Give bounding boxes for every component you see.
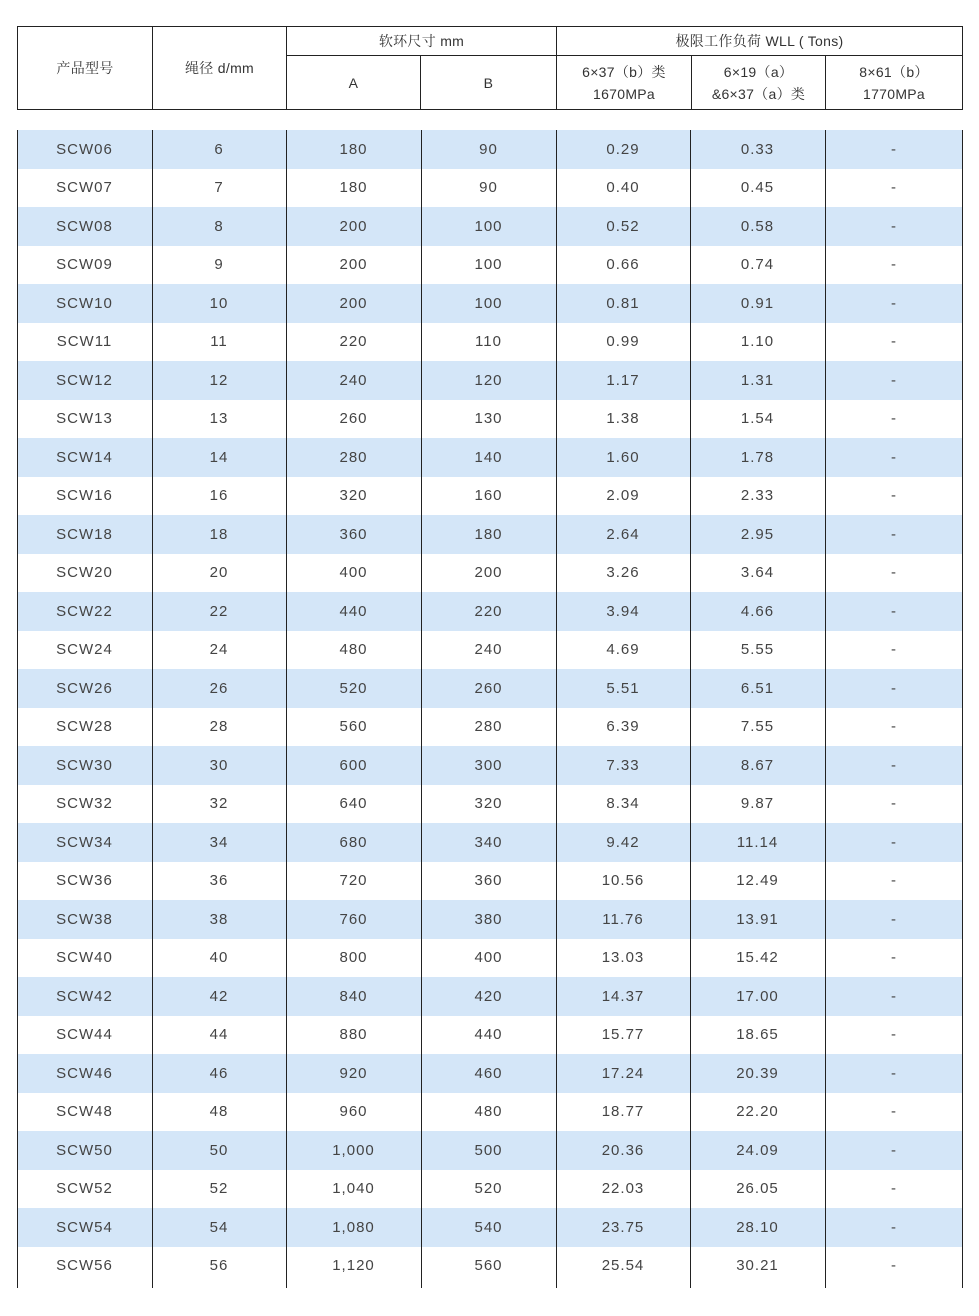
cell-8x61b: - (891, 718, 897, 736)
cell-6x37b: 8.34 (606, 795, 640, 813)
cell-6x19a: 13.91 (736, 910, 779, 928)
cell-8x61b: - (891, 1218, 897, 1236)
cell-6x37b: 5.51 (606, 679, 640, 697)
cell-b: 500 (474, 1141, 503, 1159)
cell-model: SCW36 (56, 872, 113, 890)
table-row (17, 785, 963, 824)
table-row (17, 1247, 963, 1286)
cell-rope-diameter: 13 (209, 410, 229, 428)
table-row (17, 592, 963, 631)
col-header-6x19a-line1: 6×19（a） (723, 64, 794, 80)
cell-model: SCW38 (56, 910, 113, 928)
cell-a: 480 (339, 641, 368, 659)
cell-6x37b: 9.42 (606, 833, 640, 851)
cell-a: 840 (339, 987, 368, 1005)
col-header-6x19a (692, 56, 825, 110)
cell-rope-diameter: 16 (209, 487, 229, 505)
cell-rope-diameter: 32 (209, 795, 229, 813)
cell-6x37b: 13.03 (601, 949, 645, 967)
cell-6x37b: 3.26 (606, 564, 640, 582)
cell-6x19a: 1.78 (740, 448, 775, 466)
cell-rope-diameter: 44 (209, 1026, 229, 1044)
cell-6x19a: 2.95 (740, 525, 775, 543)
cell-model: SCW10 (56, 294, 113, 312)
cell-8x61b: - (891, 833, 897, 851)
cell-model: SCW40 (56, 949, 113, 967)
cell-8x61b: - (891, 756, 897, 774)
cell-8x61b: - (891, 872, 897, 890)
cell-8x61b: - (891, 641, 897, 659)
cell-model: SCW50 (56, 1141, 113, 1159)
cell-model: SCW22 (56, 602, 113, 620)
table-row (17, 746, 963, 785)
cell-rope-diameter: 9 (214, 256, 224, 274)
cell-model: SCW07 (56, 179, 113, 197)
cell-a: 880 (339, 1026, 368, 1044)
cell-8x61b: - (891, 679, 897, 697)
cell-model: SCW30 (56, 756, 113, 774)
table-row (17, 554, 963, 593)
table-row (17, 323, 963, 362)
cell-b: 140 (474, 448, 503, 466)
cell-rope-diameter: 50 (209, 1141, 229, 1159)
cell-a: 920 (339, 1064, 368, 1082)
cell-rope-diameter: 56 (209, 1257, 229, 1275)
cell-model: SCW06 (56, 140, 113, 158)
cell-model: SCW14 (56, 448, 113, 466)
table-row (17, 207, 963, 246)
cell-6x37b: 22.03 (601, 1180, 645, 1198)
table-row (17, 284, 963, 323)
cell-6x37b: 15.77 (601, 1026, 645, 1044)
table-body (17, 130, 963, 1285)
cell-6x19a: 0.33 (740, 140, 775, 158)
body-border (825, 130, 826, 1288)
cell-b: 160 (474, 487, 503, 505)
cell-rope-diameter: 38 (209, 910, 229, 928)
cell-rope-diameter: 34 (209, 833, 229, 851)
cell-model: SCW12 (56, 371, 113, 389)
table-row (17, 1016, 963, 1055)
cell-a: 280 (339, 448, 368, 466)
cell-6x37b: 1.17 (606, 371, 640, 389)
cell-b: 360 (474, 872, 503, 890)
table-row (17, 477, 963, 516)
cell-rope-diameter: 42 (209, 987, 229, 1005)
cell-6x19a: 20.39 (736, 1064, 779, 1082)
cell-a: 1,000 (332, 1141, 375, 1159)
cell-model: SCW09 (56, 256, 113, 274)
cell-rope-diameter: 24 (209, 641, 229, 659)
cell-6x19a: 1.54 (740, 410, 775, 428)
body-border (690, 130, 691, 1288)
cell-model: SCW28 (56, 718, 113, 736)
cell-a: 640 (339, 795, 368, 813)
cell-rope-diameter: 10 (209, 294, 229, 312)
table-row (17, 977, 963, 1016)
cell-a: 520 (339, 679, 368, 697)
cell-8x61b: - (891, 256, 897, 274)
cell-6x19a: 5.55 (740, 641, 775, 659)
cell-b: 560 (474, 1257, 503, 1275)
cell-a: 200 (339, 294, 368, 312)
cell-8x61b: - (891, 448, 897, 466)
cell-a: 260 (339, 410, 368, 428)
cell-6x37b: 18.77 (601, 1103, 645, 1121)
cell-model: SCW42 (56, 987, 113, 1005)
cell-b: 480 (474, 1103, 503, 1121)
cell-8x61b: - (891, 294, 897, 312)
cell-8x61b: - (891, 525, 897, 543)
cell-b: 260 (474, 679, 503, 697)
table-row (17, 438, 963, 477)
cell-6x19a: 4.66 (740, 602, 775, 620)
cell-8x61b: - (891, 371, 897, 389)
cell-8x61b: - (891, 1141, 897, 1159)
cell-model: SCW18 (56, 525, 113, 543)
table-row (17, 169, 963, 208)
cell-b: 240 (474, 641, 503, 659)
cell-rope-diameter: 7 (214, 179, 224, 197)
cell-b: 300 (474, 756, 503, 774)
table-row (17, 939, 963, 978)
col-header-rope-diameter: 绳径 d/mm (185, 60, 254, 76)
cell-a: 200 (339, 256, 368, 274)
cell-rope-diameter: 12 (209, 371, 229, 389)
cell-a: 1,040 (332, 1180, 375, 1198)
col-header-6x37b (557, 56, 691, 110)
cell-b: 440 (474, 1026, 503, 1044)
cell-6x37b: 3.94 (606, 602, 640, 620)
cell-6x37b: 0.66 (606, 256, 640, 274)
cell-rope-diameter: 52 (209, 1180, 229, 1198)
table-row (17, 515, 963, 554)
cell-rope-diameter: 40 (209, 949, 229, 967)
cell-b: 340 (474, 833, 503, 851)
cell-b: 320 (474, 795, 503, 813)
cell-8x61b: - (891, 949, 897, 967)
cell-b: 90 (479, 179, 498, 197)
cell-model: SCW32 (56, 795, 113, 813)
table-row (17, 400, 963, 439)
cell-b: 220 (474, 602, 503, 620)
cell-8x61b: - (891, 602, 897, 620)
cell-6x37b: 0.40 (606, 179, 640, 197)
col-header-a: A (348, 75, 359, 91)
cell-model: SCW46 (56, 1064, 113, 1082)
cell-8x61b: - (891, 1180, 897, 1198)
cell-8x61b: - (891, 987, 897, 1005)
table-row (17, 669, 963, 708)
cell-b: 130 (474, 410, 503, 428)
cell-a: 180 (339, 140, 368, 158)
cell-model: SCW16 (56, 487, 113, 505)
cell-6x37b: 14.37 (601, 987, 645, 1005)
cell-6x19a: 30.21 (736, 1257, 779, 1275)
cell-model: SCW44 (56, 1026, 113, 1044)
cell-6x19a: 22.20 (736, 1103, 779, 1121)
cell-6x19a: 2.33 (740, 487, 775, 505)
body-border (152, 130, 153, 1288)
cell-6x37b: 20.36 (601, 1141, 645, 1159)
cell-a: 240 (339, 371, 368, 389)
cell-model: SCW52 (56, 1180, 113, 1198)
col-header-8x61b-line1: 8×61（b） (859, 64, 929, 80)
col-header-eye-size: 软环尺寸 mm (378, 33, 465, 49)
table-row (17, 1054, 963, 1093)
cell-b: 100 (474, 256, 503, 274)
cell-model: SCW54 (56, 1218, 113, 1236)
cell-a: 400 (339, 564, 368, 582)
cell-a: 440 (339, 602, 368, 620)
cell-8x61b: - (891, 140, 897, 158)
cell-6x19a: 0.45 (740, 179, 775, 197)
cell-8x61b: - (891, 179, 897, 197)
cell-rope-diameter: 14 (209, 448, 229, 466)
table-row (17, 823, 963, 862)
cell-rope-diameter: 48 (209, 1103, 229, 1121)
table-row (17, 1208, 963, 1247)
body-border (556, 130, 557, 1288)
cell-6x37b: 0.29 (606, 140, 640, 158)
cell-6x19a: 26.05 (736, 1180, 779, 1198)
cell-a: 560 (339, 718, 368, 736)
cell-6x19a: 15.42 (736, 949, 779, 967)
cell-a: 200 (339, 217, 368, 235)
cell-b: 100 (474, 294, 503, 312)
cell-a: 1,120 (332, 1257, 375, 1275)
cell-6x19a: 7.55 (740, 718, 775, 736)
cell-model: SCW56 (56, 1257, 113, 1275)
cell-model: SCW13 (56, 410, 113, 428)
cell-a: 960 (339, 1103, 368, 1121)
cell-a: 760 (339, 910, 368, 928)
body-border (286, 130, 287, 1288)
col-header-8x61b-line2: 1770MPa (862, 86, 926, 102)
cell-rope-diameter: 22 (209, 602, 229, 620)
cell-6x19a: 1.31 (740, 371, 775, 389)
cell-6x37b: 7.33 (606, 756, 640, 774)
col-header-8x61b (826, 56, 962, 110)
cell-6x19a: 1.10 (740, 333, 775, 351)
cell-6x37b: 1.38 (606, 410, 640, 428)
cell-6x37b: 17.24 (601, 1064, 645, 1082)
cell-8x61b: - (891, 1026, 897, 1044)
cell-rope-diameter: 54 (209, 1218, 229, 1236)
cell-6x37b: 0.99 (606, 333, 640, 351)
cell-6x19a: 11.14 (736, 833, 779, 851)
cell-6x37b: 1.60 (606, 448, 640, 466)
cell-b: 400 (474, 949, 503, 967)
cell-b: 110 (475, 333, 502, 351)
cell-6x19a: 18.65 (736, 1026, 779, 1044)
cell-a: 720 (339, 872, 368, 890)
cell-6x19a: 24.09 (736, 1141, 779, 1159)
table-row (17, 1093, 963, 1132)
body-border (421, 130, 422, 1288)
body-border (962, 130, 963, 1288)
cell-6x37b: 2.64 (606, 525, 640, 543)
cell-model: SCW48 (56, 1103, 113, 1121)
cell-6x19a: 17.00 (736, 987, 779, 1005)
cell-8x61b: - (891, 487, 897, 505)
cell-rope-diameter: 18 (209, 525, 229, 543)
cell-8x61b: - (891, 410, 897, 428)
cell-8x61b: - (891, 333, 897, 351)
cell-b: 100 (474, 217, 503, 235)
cell-model: SCW11 (56, 333, 113, 351)
cell-a: 800 (339, 949, 368, 967)
cell-6x19a: 28.10 (736, 1218, 779, 1236)
cell-a: 1,080 (332, 1218, 375, 1236)
cell-a: 600 (339, 756, 368, 774)
cell-b: 200 (474, 564, 503, 582)
cell-a: 220 (339, 333, 368, 351)
cell-a: 360 (339, 525, 368, 543)
cell-model: SCW08 (56, 217, 113, 235)
cell-6x37b: 0.81 (606, 294, 640, 312)
cell-8x61b: - (891, 1103, 897, 1121)
cell-8x61b: - (891, 910, 897, 928)
cell-model: SCW34 (56, 833, 113, 851)
cell-6x19a: 9.87 (740, 795, 775, 813)
cell-a: 180 (339, 179, 368, 197)
cell-b: 90 (479, 140, 498, 158)
table-row (17, 1131, 963, 1170)
cell-b: 280 (474, 718, 503, 736)
cell-a: 320 (339, 487, 368, 505)
cell-8x61b: - (891, 217, 897, 235)
cell-6x19a: 0.91 (740, 294, 775, 312)
cell-b: 460 (474, 1064, 503, 1082)
table-row (17, 246, 963, 285)
cell-rope-diameter: 36 (209, 872, 229, 890)
cell-rope-diameter: 6 (214, 140, 224, 158)
cell-6x19a: 0.74 (740, 256, 775, 274)
col-header-6x37b-line2: 1670MPa (592, 86, 656, 102)
cell-b: 420 (474, 987, 503, 1005)
cell-6x37b: 0.52 (606, 217, 640, 235)
cell-6x19a: 12.49 (736, 872, 779, 890)
table-row (17, 631, 963, 670)
col-header-b: B (483, 75, 494, 91)
cell-8x61b: - (891, 1064, 897, 1082)
cell-8x61b: - (891, 564, 897, 582)
cell-b: 180 (474, 525, 503, 543)
cell-b: 120 (474, 371, 503, 389)
cell-rope-diameter: 30 (209, 756, 229, 774)
col-header-6x37b-line1: 6×37（b）类 (582, 64, 666, 80)
cell-rope-diameter: 26 (209, 679, 229, 697)
col-header-6x19a-line2: &6×37（a）类 (711, 86, 806, 102)
table-row (17, 1170, 963, 1209)
col-header-model: 产品型号 (56, 60, 114, 76)
cell-6x37b: 23.75 (601, 1218, 645, 1236)
cell-rope-diameter: 28 (209, 718, 229, 736)
cell-6x37b: 2.09 (606, 487, 640, 505)
table-row (17, 900, 963, 939)
cell-8x61b: - (891, 1257, 897, 1275)
cell-rope-diameter: 8 (214, 217, 224, 235)
cell-b: 540 (474, 1218, 503, 1236)
cell-a: 680 (339, 833, 368, 851)
cell-rope-diameter: 11 (210, 333, 228, 351)
col-header-wll: 极限工作负荷 WLL ( Tons) (675, 33, 844, 49)
cell-6x19a: 0.58 (740, 217, 775, 235)
cell-rope-diameter: 20 (209, 564, 229, 582)
cell-6x37b: 4.69 (606, 641, 640, 659)
cell-model: SCW24 (56, 641, 113, 659)
table-row (17, 708, 963, 747)
cell-6x19a: 3.64 (740, 564, 775, 582)
cell-6x19a: 6.51 (740, 679, 775, 697)
cell-b: 520 (474, 1180, 503, 1198)
cell-8x61b: - (891, 795, 897, 813)
cell-6x19a: 8.67 (740, 756, 775, 774)
cell-6x37b: 11.76 (602, 910, 644, 928)
table-header (17, 26, 963, 110)
table-row (17, 862, 963, 901)
cell-rope-diameter: 46 (209, 1064, 229, 1082)
cell-model: SCW26 (56, 679, 113, 697)
cell-model: SCW20 (56, 564, 113, 582)
body-border (17, 130, 18, 1288)
table-row (17, 361, 963, 400)
table-row (17, 130, 963, 169)
cell-6x37b: 25.54 (601, 1257, 645, 1275)
cell-6x37b: 10.56 (601, 872, 645, 890)
cell-b: 380 (474, 910, 503, 928)
cell-6x37b: 6.39 (606, 718, 640, 736)
